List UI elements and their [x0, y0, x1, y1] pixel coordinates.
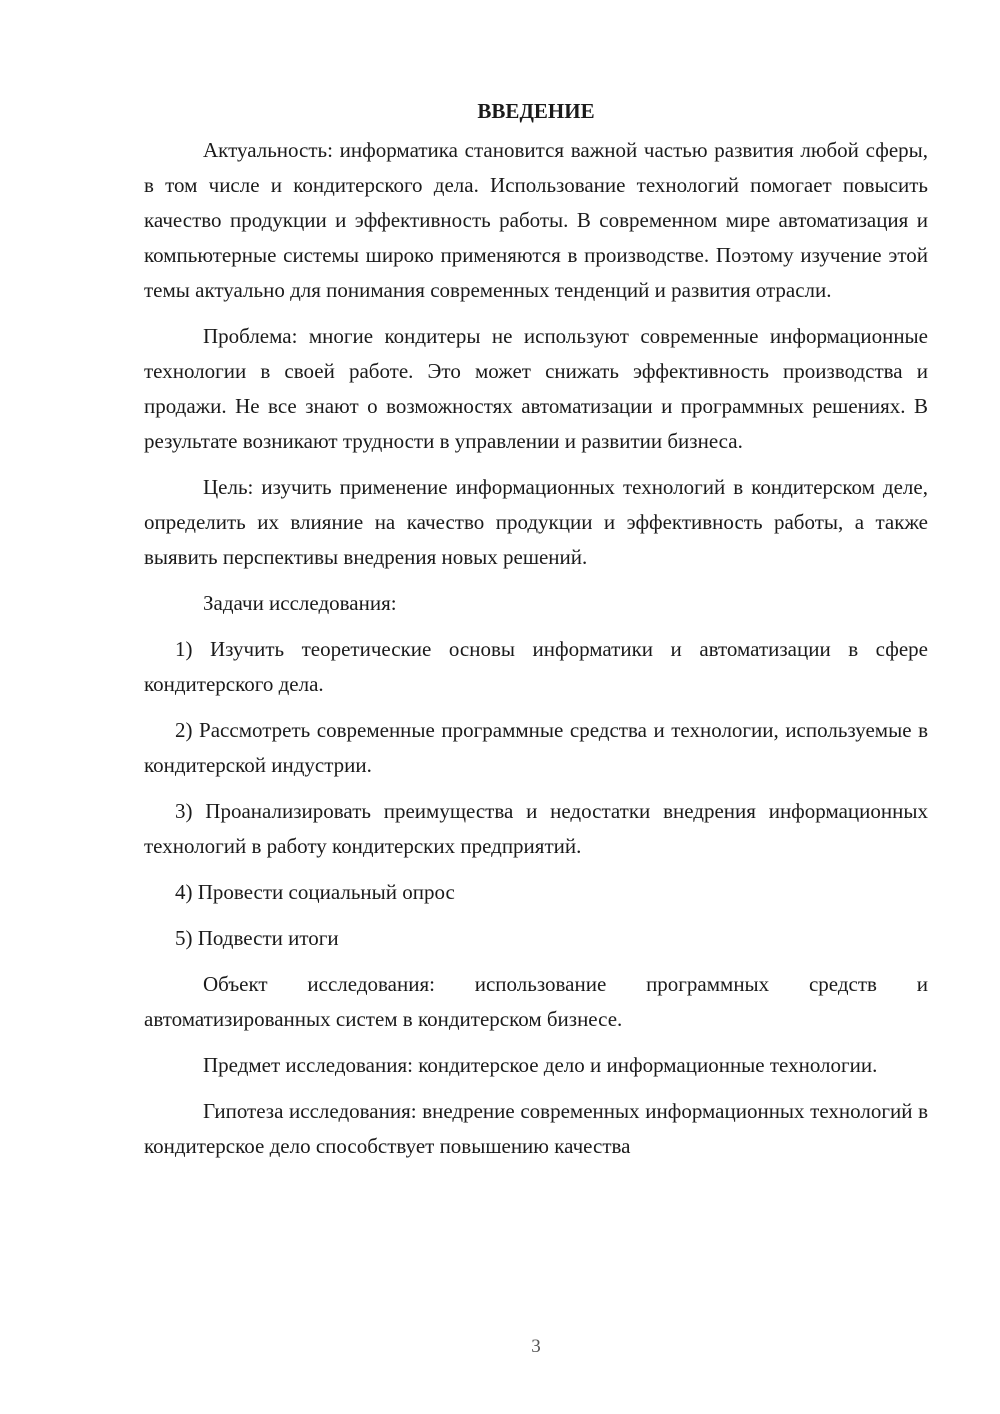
- paragraph-goal: Цель: изучить применение информационных технологий в кондитерском деле, определить их влияние на качество продукции и эффективность работы, а также выявить перспективы внедрения новых решений.: [144, 475, 928, 569]
- paragraph-object: Объект исследования: использование программных средств и автоматизированных систем в кондитерском бизнесе.: [144, 972, 928, 1031]
- paragraph-subject: Предмет исследования: кондитерское дело и информационные технологии.: [203, 1053, 878, 1077]
- document-page: [144, 94, 928, 1175]
- document-heading: ВВЕДЕНИЕ: [477, 99, 595, 123]
- task-item-5: 5) Подвести итоги: [175, 926, 339, 950]
- paragraph-relevance: Актуальность: информатика становится важной частью развития любой сферы, в том числе и кондитерского дела. Использование технологий помогает повысить качество продукции и эффективность работы. В современном мире автоматизация и компьютерные системы широко применяются в производстве. Поэтому изучение этой темы актуально для понимания современных тенденций и развития отрасли.: [144, 138, 928, 302]
- paragraph-hypothesis: Гипотеза исследования: внедрение современных информационных технологий в кондитерское дело способствует повышению качества: [144, 1099, 928, 1158]
- paragraph-tasks-heading: Задачи исследования:: [203, 591, 397, 615]
- task-item-2: 2) Рассмотреть современные программные средства и технологии, используемые в кондитерской индустрии.: [144, 718, 928, 777]
- task-item-4: 4) Провести социальный опрос: [175, 880, 455, 904]
- task-item-3: 3) Проанализировать преимущества и недостатки внедрения информационных технологий в работу кондитерских предприятий.: [144, 799, 928, 858]
- paragraph-problem: Проблема: многие кондитеры не используют современные информационные технологии в своей работе. Это может снижать эффективность производства и продажи. Не все знают о возможностях автоматизации и программных решениях. В результате возникают трудности в управлении и развитии бизнеса.: [144, 324, 928, 453]
- page-number: 3: [531, 1336, 541, 1357]
- task-item-1: 1) Изучить теоретические основы информатики и автоматизации в сфере кондитерского дела.: [144, 637, 928, 696]
